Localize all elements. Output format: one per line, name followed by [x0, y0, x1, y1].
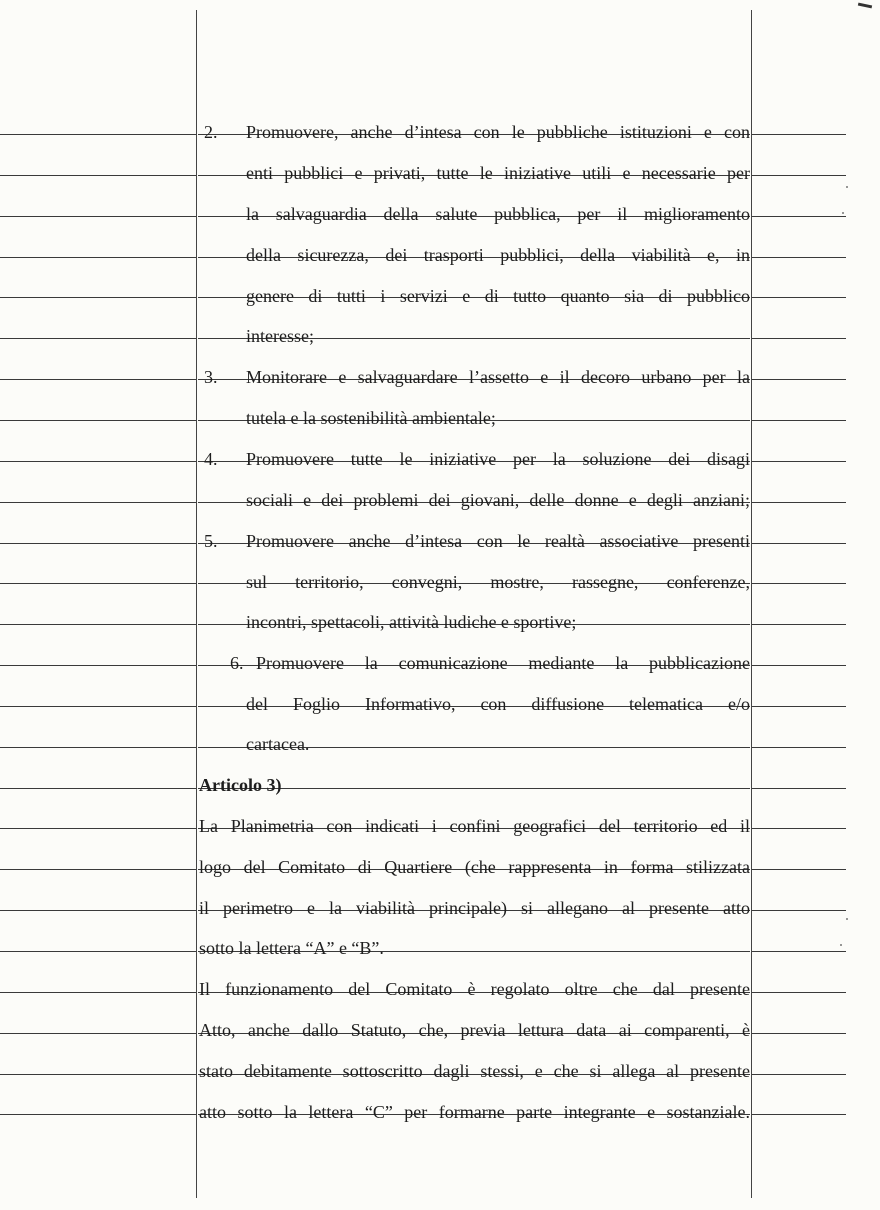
list-number: 6. — [230, 653, 244, 673]
ruled-line — [0, 461, 196, 462]
scan-mark — [858, 3, 872, 9]
ruled-line — [0, 379, 196, 380]
list-item-line: interesse; — [246, 326, 314, 346]
list-item-line: cartacea. — [246, 734, 310, 754]
paragraph-line: atto sotto la lettera “C” per formarne parte integrante e sostanziale. — [199, 1102, 750, 1122]
list-item-line: tutela e la sostenibilità ambientale; — [246, 408, 496, 428]
ruled-line — [752, 706, 846, 707]
paragraph-line: il perimetro e la viabilità principale) si allegano al presente atto — [199, 898, 750, 918]
paragraph-line: stato debitamente sottoscritto dagli stessi, e che si allega al presente — [199, 1061, 750, 1081]
ruled-line — [752, 992, 846, 993]
right-margin-line — [751, 10, 752, 1198]
paragraph-line: Il funzionamento del Comitato è regolato oltre che dal presente — [199, 979, 750, 999]
list-item-line: la salvaguardia della salute pubblica, per il miglioramento — [246, 204, 750, 224]
ruled-line — [752, 461, 846, 462]
ruled-line — [0, 788, 196, 789]
list-item-line: Promuovere, anche d’intesa con le pubbliche istituzioni e con — [246, 122, 750, 142]
ruled-line — [0, 828, 196, 829]
ruled-line — [0, 216, 196, 217]
list-item-line: sociali e dei problemi dei giovani, delle donne e degli anziani; — [246, 490, 750, 510]
list-item-line: della sicurezza, dei trasporti pubblici, della viabilità e, in — [246, 245, 750, 265]
ruled-line — [752, 502, 846, 503]
ruled-line — [752, 828, 846, 829]
ruled-line — [752, 216, 846, 217]
ruled-line — [752, 665, 846, 666]
ruled-line — [752, 788, 846, 789]
scan-speck — [842, 212, 844, 214]
ruled-line — [752, 338, 846, 339]
ruled-line — [0, 992, 196, 993]
ruled-line — [752, 420, 846, 421]
ruled-line — [752, 910, 846, 911]
ruled-line — [752, 624, 846, 625]
ruled-line — [0, 1114, 196, 1115]
ruled-line — [0, 910, 196, 911]
scan-speck — [846, 186, 848, 188]
ruled-line — [0, 297, 196, 298]
ruled-line — [752, 951, 846, 952]
list-item-line: Monitorare e salvaguardare l’assetto e il decoro urbano per la — [246, 367, 750, 387]
article-heading: Articolo 3) — [199, 775, 282, 795]
scan-speck — [846, 918, 848, 920]
ruled-line — [0, 665, 196, 666]
ruled-line — [752, 1033, 846, 1034]
paragraph-line: La Planimetria con indicati i confini geografici del territorio ed il — [199, 816, 750, 836]
ruled-line — [0, 747, 196, 748]
ruled-line — [752, 297, 846, 298]
list-number: 3. — [204, 367, 218, 387]
paragraph-line: Atto, anche dallo Statuto, che, previa lettura data ai comparenti, è — [199, 1020, 750, 1040]
scan-speck — [840, 944, 842, 946]
list-number: 4. — [204, 449, 218, 469]
list-number: 2. — [204, 122, 218, 142]
list-item-line: Promuovere la comunicazione mediante la pubblicazione — [256, 653, 750, 673]
paragraph-line: sotto la lettera “A” e “B”. — [199, 938, 384, 958]
list-number: 5. — [204, 531, 218, 551]
ruled-line — [752, 1074, 846, 1075]
ruled-line — [0, 134, 196, 135]
ruled-line — [752, 257, 846, 258]
list-item-line: genere di tutti i servizi e di tutto quanto sia di pubblico — [246, 286, 750, 306]
ruled-line — [0, 1074, 196, 1075]
ruled-line — [0, 543, 196, 544]
list-item-line: sul territorio, convegni, mostre, rassegne, conferenze, — [246, 572, 750, 592]
ruled-line — [752, 379, 846, 380]
ruled-line — [752, 583, 846, 584]
ruled-line — [752, 869, 846, 870]
ruled-line — [0, 257, 196, 258]
ruled-line — [752, 175, 846, 176]
ruled-line — [0, 951, 196, 952]
ruled-line — [752, 134, 846, 135]
ruled-line — [752, 543, 846, 544]
ruled-line — [0, 420, 196, 421]
ruled-line — [0, 502, 196, 503]
ruled-line — [0, 338, 196, 339]
ruled-line — [752, 747, 846, 748]
list-item-line: Promuovere anche d’intesa con le realtà associative presenti — [246, 531, 750, 551]
list-item-line: del Foglio Informativo, con diffusione telematica e/o — [246, 694, 750, 714]
ruled-line — [0, 869, 196, 870]
ruled-line — [0, 1033, 196, 1034]
ruled-line — [0, 624, 196, 625]
list-item-line: Promuovere tutte le iniziative per la soluzione dei disagi — [246, 449, 750, 469]
ruled-line — [752, 1114, 846, 1115]
list-item-line: enti pubblici e privati, tutte le iniziative utili e necessarie per — [246, 163, 750, 183]
ruled-line — [0, 583, 196, 584]
paragraph-line: logo del Comitato di Quartiere (che rappresenta in forma stilizzata — [199, 857, 750, 877]
ruled-line — [0, 175, 196, 176]
list-item-line: incontri, spettacoli, attività ludiche e sportive; — [246, 612, 577, 632]
ruled-line — [0, 706, 196, 707]
left-margin-line — [196, 10, 197, 1198]
